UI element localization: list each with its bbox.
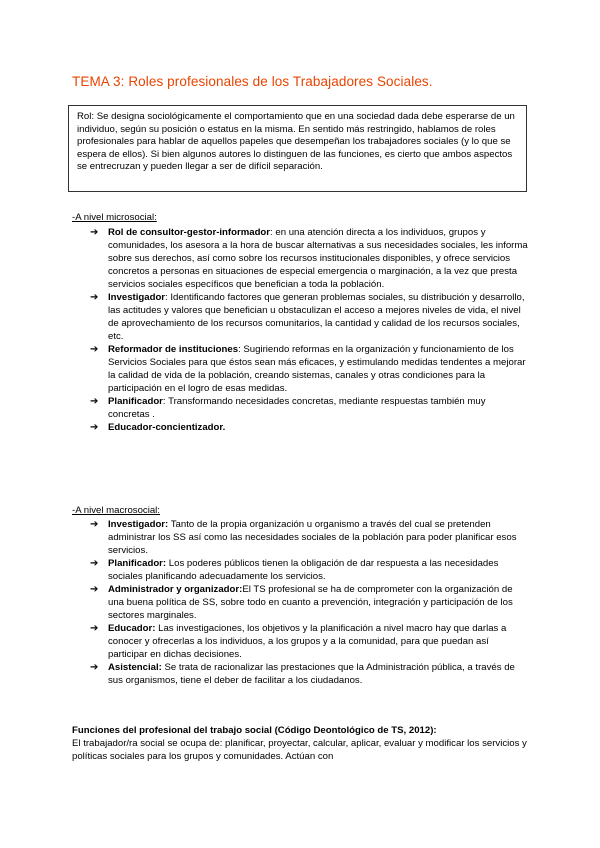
- functions-paragraph: El trabajador/ra social se ocupa de: planificar, proyectar, calcular, aplicar, evaluar y modificar los servicios y políticas sociales para los grupos y comunidades. Actúan con: [72, 738, 527, 762]
- list-item: [88, 661, 528, 687]
- micro-section-label: -A nivel microsocial:: [72, 212, 157, 223]
- functions-section: [72, 724, 528, 763]
- arrow-right-icon: ➔: [90, 519, 99, 530]
- arrow-right-icon: ➔: [90, 662, 99, 673]
- role-term: Planificador: [108, 396, 163, 407]
- page-title: TEMA 3: Roles profesionales de los Trabajadores Sociales.: [72, 74, 433, 89]
- arrow-right-icon: ➔: [90, 623, 99, 634]
- list-item: [88, 557, 528, 583]
- role-term: Administrador y organizador:: [108, 584, 243, 595]
- arrow-right-icon: ➔: [90, 422, 99, 433]
- list-item: [88, 395, 528, 421]
- role-term: Asistencial:: [108, 662, 162, 673]
- arrow-right-icon: ➔: [90, 227, 99, 238]
- list-item: [88, 518, 528, 557]
- list-item: [88, 421, 528, 434]
- role-description: Tanto de la propia organización u organismo a través del cual se pretenden administrar los SS así como las necesidades sociales de la población para poder planificar esos servicios.: [108, 519, 517, 556]
- role-term: Reformador de instituciones: [108, 344, 239, 355]
- role-description: : Sugiriendo reformas en la organización y funcionamiento de los Servicios Sociales para que éstos sean más eficaces, y estimulando medidas tendentes a mejorar la calidad de vida de la población, creando sistemas, canales y otras condiciones para la participación en el logro de esas medidas.: [108, 344, 526, 394]
- role-description: Se trata de racionalizar las prestaciones que la Administración pública, a través de sus organismos, tiene el deber de facilitar a los ciudadanos.: [108, 662, 515, 686]
- role-description: El TS profesional se ha de comprometer con la organización de una buena política de SS, sobre todo en cuanto a prevención, integración y participación de los sectores marginales.: [108, 584, 513, 621]
- role-term: Investigador:: [108, 519, 169, 530]
- role-description: : en una atención directa a los individuos, grupos y comunidades, los asesora a la hora de buscar alternativas a sus necesidades sociales, les informa sobre sus derechos, así como sobre los recursos institucionales disponibles, y ofrece servicios concretos a personas en situaciones de especial emergencia o marginación, a la vez que presta servicios sociales específicos que benefician a toda la población.: [108, 227, 528, 290]
- role-description: : Transformando necesidades concretas, mediante respuestas también muy concretas .: [108, 396, 486, 420]
- role-term: Educador:: [108, 623, 156, 634]
- list-item: [88, 291, 528, 343]
- role-term: Investigador: [108, 292, 166, 303]
- role-description: Las investigaciones, los objetivos y la planificación a nivel macro hay que darlas a conocer y ofrecerlas a los individuos, a los grupos y a la comunidad, para que puedan así participar en dichas decisiones.: [108, 623, 507, 660]
- role-description: Los poderes públicos tienen la obligación de dar respuesta a las necesidades sociales planificando adecuadamente los servicios.: [108, 558, 499, 582]
- macro-role-list: [88, 518, 528, 687]
- arrow-right-icon: ➔: [90, 292, 99, 303]
- functions-heading: Funciones del profesional del trabajo social (Código Deontológico de TS, 2012):: [72, 725, 437, 736]
- macro-section-label: -A nivel macrosocial:: [72, 505, 160, 516]
- role-description: : Identificando factores que generan problemas sociales, su distribución y desarrollo, las actitudes y valores que benefician u obstaculizan el acceso a mejores niveles de vida, el nivel de aprovechamiento de los recursos comunitarios, la cantidad y calidad de los recursos sociales, etc.: [108, 292, 525, 342]
- role-term: Educador-concientizador.: [108, 422, 226, 433]
- list-item: [88, 622, 528, 661]
- arrow-right-icon: ➔: [90, 584, 99, 595]
- arrow-right-icon: ➔: [90, 344, 99, 355]
- list-item: [88, 343, 528, 395]
- arrow-right-icon: ➔: [90, 396, 99, 407]
- role-term: Planificador:: [108, 558, 167, 569]
- role-term: Rol de consultor-gestor-informador: [108, 227, 271, 238]
- list-item: [88, 226, 528, 291]
- list-item: [88, 583, 528, 622]
- role-definition-box: Rol: Se designa sociológicamente el comportamiento que en una sociedad dada debe esperarse de un individuo, según su posición o estatus en la misma. En sentido más restringido, hablamos de roles profesionales para hablar de aquellos papeles que desempeñan los trabajadores sociales (y lo que se espera de ellos). Si bien algunos autores lo distinguen de las funciones, es cierto que ambos aspectos se entrecruzan y pueden llegar a ser de difícil separación.: [68, 105, 527, 192]
- arrow-right-icon: ➔: [90, 558, 99, 569]
- micro-role-list: [88, 226, 528, 434]
